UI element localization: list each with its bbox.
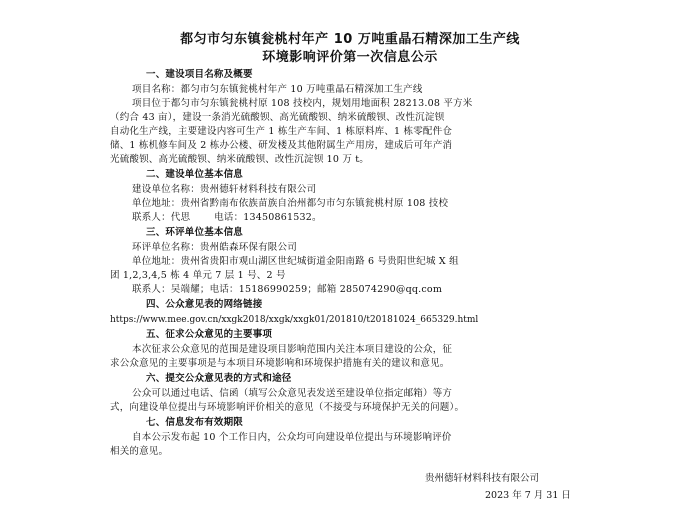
project-summary-line4: 储、1 栋机修车间及 2 栋办公楼、研发楼及其他附属生产用房，建成后可年产消 [110, 140, 453, 151]
section-6-heading: 六、提交公众意见表的方式和途径 [146, 373, 292, 384]
builder-unit-address: 单位地址：贵州省黔南布依族苗族自治州都匀市匀东镇瓮桃村原 108 技校 [132, 198, 449, 209]
project-summary-line3: 自动化生产线，主要建设内容可生产 1 栋生产车间、1 栋原料库、1 栋零配件仓 [110, 126, 453, 137]
document-title-line2: 环境影响评价第一次信息公示 [262, 50, 438, 65]
eia-unit-address-line2: 团 1,2,3,4,5 栋 4 单元 7 层 1 号、2 号 [110, 270, 286, 281]
project-summary-line2: （约合 43 亩），建设一条消光硫酸钡、高光硫酸钡、纳米硫酸钡、改性沉淀钡 [110, 112, 445, 123]
section-2-heading: 二、建设单位基本信息 [146, 169, 244, 180]
builder-unit-name: 建设单位名称：贵州德轩材料科技有限公司 [132, 184, 317, 195]
project-name: 项目名称：都匀市匀东镇瓮桃村年产 10 万吨重晶石精深加工生产线 [132, 84, 423, 95]
opinion-form-link[interactable]: https://www.mee.gov.cn/xxgk2018/xxgk/xxgk01/201810/t20181024_665329.html [110, 315, 479, 325]
project-summary-line1: 项目位于都匀市匀东镇瓮桃村原 108 技校内，规划用地面积 28213.08 平方米 [132, 98, 473, 109]
signature-date: 2023 年 7 月 31 日 [485, 490, 571, 501]
signature-company: 贵州德轩材料科技有限公司 [425, 473, 540, 484]
builder-contact-row [132, 211, 322, 225]
section-5-heading: 五、征求公众意见的主要事项 [146, 329, 273, 340]
builder-phone: 电话：13450861532。 [214, 212, 322, 223]
validity-period-line1: 自本公示发布起 10 个工作日内，公众均可向建设单位提出与环境影响评价 [132, 432, 452, 443]
submission-method-line2: 式，向建设单位提出与环境影响评价相关的意见（不接受与环境保护无关的问题）。 [110, 402, 465, 413]
section-3-heading: 三、环评单位基本信息 [146, 227, 244, 238]
document-title-line1: 都匀市匀东镇瓮桃村年产 10 万吨重晶石精深加工生产线 [180, 32, 520, 47]
section-1-heading: 一、建设项目名称及概要 [146, 69, 253, 80]
section-7-heading: 七、信息发布有效期限 [146, 417, 244, 428]
eia-unit-name: 环评单位名称：贵州皓森环保有限公司 [132, 242, 297, 253]
builder-contact: 联系人：代思 [132, 212, 191, 223]
section-4-heading: 四、公众意见表的网络链接 [146, 299, 263, 310]
eia-unit-address-line1: 单位地址：贵州省贵阳市观山湖区世纪城街道金阳南路 6 号贵阳世纪城 X 组 [132, 256, 459, 267]
submission-method-line1: 公众可以通过电话、信函（填写公众意见表发送至建设单位指定邮箱）等方 [132, 388, 453, 399]
validity-period-line2: 相关的意见。 [110, 446, 169, 457]
opinion-scope-line1: 本次征求公众意见的范围是建设项目影响范围内关注本项目建设的公众，征 [132, 344, 453, 355]
eia-contact: 联系人：吴端耀；电话：15186990259；邮箱 285074290@qq.com [132, 284, 443, 295]
project-summary-line5: 光硫酸钡、高光硫酸钡、纳米硫酸钡、改性沉淀钡 10 万 t。 [110, 154, 369, 165]
opinion-scope-line2: 求公众意见的主要事项是与本项目环境影响和环境保护措施有关的建议和意见。 [110, 358, 450, 369]
